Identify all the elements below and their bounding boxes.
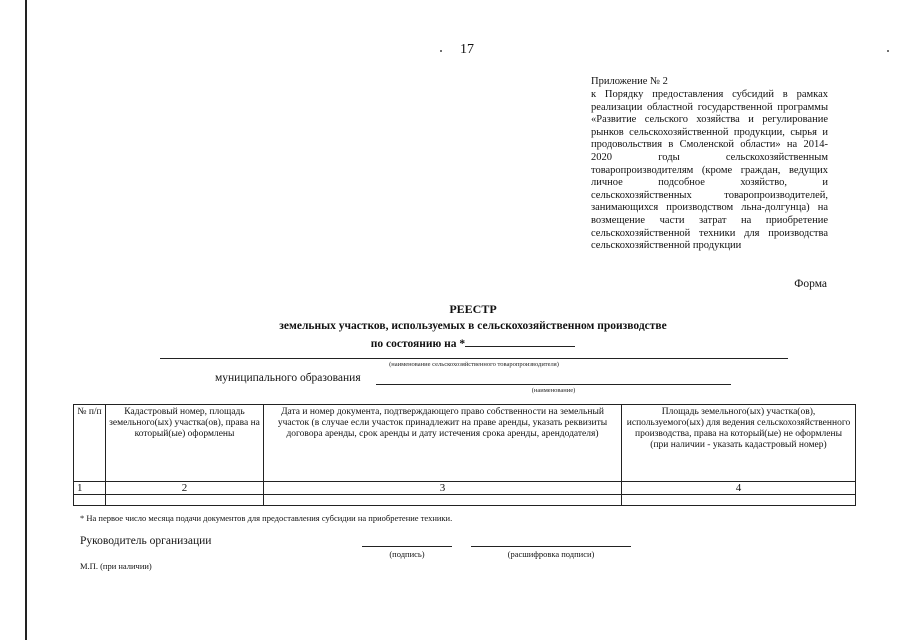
document-title: РЕЕСТР <box>449 302 497 316</box>
form-label: Форма <box>794 278 827 290</box>
column-number: 1 <box>74 482 106 495</box>
table-row[interactable] <box>74 495 856 506</box>
producer-name-line[interactable] <box>160 358 788 359</box>
footnote: * На первое число месяца подачи документов для предоставления субсидии на приобретение техники. <box>80 513 453 523</box>
table-header-row <box>74 405 856 482</box>
signature-decode-line[interactable] <box>471 546 631 547</box>
as-of-label: по состоянию на * <box>370 338 466 350</box>
table-column-numbers-row <box>74 482 856 495</box>
signature-caption: (подпись) <box>389 549 425 559</box>
document-subtitle: земельных участков, используемых в сельскохозяйственном производстве <box>279 320 667 332</box>
table-cell[interactable] <box>264 495 622 506</box>
table-cell[interactable] <box>74 495 106 506</box>
scan-speck <box>440 50 442 52</box>
scan-speck <box>887 50 889 52</box>
column-number: 4 <box>622 482 856 495</box>
municipality-label: муниципального образования <box>215 372 361 384</box>
header-number: № п/п <box>74 405 106 482</box>
registry-table <box>73 404 856 506</box>
header-ownership-document: Дата и номер документа, подтверждающего право собственности на земельный участок (в случае если участок принадлежит на праве аренды, указать реквизиты договора аренды, срок аренды и дату истечения срока аренды, арендодателя) <box>264 405 622 482</box>
as-of-row <box>230 335 716 350</box>
producer-caption: (наименование сельскохозяйственного товаропроизводителя) <box>389 361 559 368</box>
annex-body: к Порядку предоставления субсидий в рамках реализации областной государственной программы «Развитие сельского хозяйства и регулирование рынков сельскохозяйственной продукции, сырья и продовольствия в Смоленской области» на 2014-2020 годы сельскохозяйственным товаропроизводителям (кроме граждан, ведущих личное подсобное хозяйство, и сельскохозяйственных товаропроизводителей, занимающихся производством льна-долгунца) на возмещение части затрат на приобретение сельскохозяйственной техники для производства сельскохозяйственной продукции <box>591 89 828 252</box>
page-number: 17 <box>460 42 474 57</box>
as-of-date-blank[interactable] <box>465 335 575 347</box>
column-number: 3 <box>264 482 622 495</box>
municipality-line[interactable] <box>376 384 731 385</box>
header-cadastral: Кадастровый номер, площадь земельного(ых) участка(ов), права на который(ые) оформлены <box>106 405 264 482</box>
page-left-border <box>25 0 27 640</box>
table-cell[interactable] <box>622 495 856 506</box>
signature-line[interactable] <box>362 546 452 547</box>
annex-title: Приложение № 2 <box>591 76 668 87</box>
header-unregistered-area: Площадь земельного(ых) участка(ов), используемого(ых) для ведения сельскохозяйственного производства, права на который(ые) не оформлены (при наличии - указать кадастровый номер) <box>622 405 856 482</box>
head-of-organization-label: Руководитель организации <box>80 535 212 547</box>
municipality-caption: (наименование) <box>531 387 576 394</box>
signature-decode-caption: (расшифровка подписи) <box>507 549 595 559</box>
table-cell[interactable] <box>106 495 264 506</box>
column-number: 2 <box>106 482 264 495</box>
stamp-label: М.П. (при наличии) <box>80 561 152 571</box>
